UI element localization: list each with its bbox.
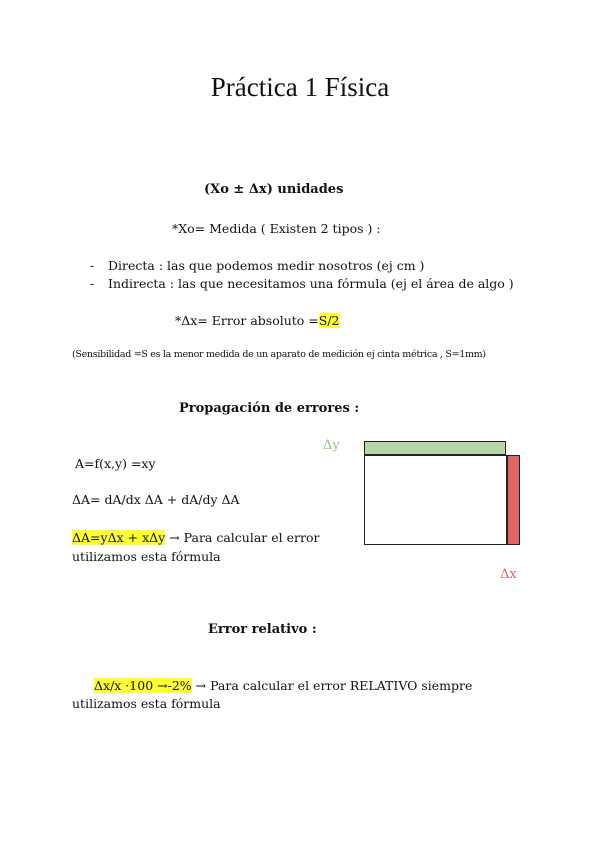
delta-x-label: Δx — [500, 567, 517, 582]
dx-highlight: S/2 — [318, 313, 340, 328]
sensitivity-note: (Sensibilidad =S es la menor medida de un aparato de medición ej cinta métrica , S=1mm) — [72, 349, 486, 360]
relative-heading: Error relativo : — [208, 622, 317, 637]
xo-definition: *Xo= Medida ( Existen 2 tipos ) : — [172, 221, 381, 236]
list-bullet: - — [90, 276, 95, 291]
formula-header: (Xo ± Δx) unidades — [204, 182, 344, 197]
area-rectangle — [364, 455, 507, 545]
relative-explanation: → Para calcular el error RELATIVO siempre — [191, 678, 473, 693]
area-formula: A=f(x,y) =xy — [75, 456, 156, 471]
dx-definition — [175, 313, 340, 328]
list-bullet: - — [90, 258, 95, 273]
list-item-direct — [90, 258, 425, 273]
list-item-text: Directa : las que podemos medir nosotros (ej cm ) — [108, 258, 425, 273]
propagation-explanation: → Para calcular el error — [165, 530, 320, 545]
page-title: Práctica 1 Física — [210, 72, 390, 102]
propagation-heading: Propagación de errores : — [179, 401, 360, 416]
propagation-formula-line — [72, 530, 319, 545]
propagation-highlight-formula: ΔA=yΔx + xΔy — [72, 530, 166, 545]
derivative-formula: ΔA= dA/dx ΔA + dA/dy ΔA — [72, 492, 240, 507]
relative-highlight-formula: Δx/x ·100 →-2% — [94, 678, 192, 693]
delta-y-strip — [364, 441, 506, 455]
relative-explanation-cont: utilizamos esta fórmula — [72, 696, 221, 711]
delta-x-strip — [507, 455, 520, 545]
relative-formula-line — [94, 678, 472, 693]
list-item-indirect — [90, 276, 514, 291]
delta-y-label: Δy — [323, 438, 340, 453]
list-item-text: Indirecta : las que necesitamos una fórmula (ej el área de algo ) — [108, 276, 514, 291]
propagation-explanation-cont: utilizamos esta fórmula — [72, 549, 221, 564]
dx-definition-text: *Δx= Error absoluto = — [175, 313, 319, 328]
